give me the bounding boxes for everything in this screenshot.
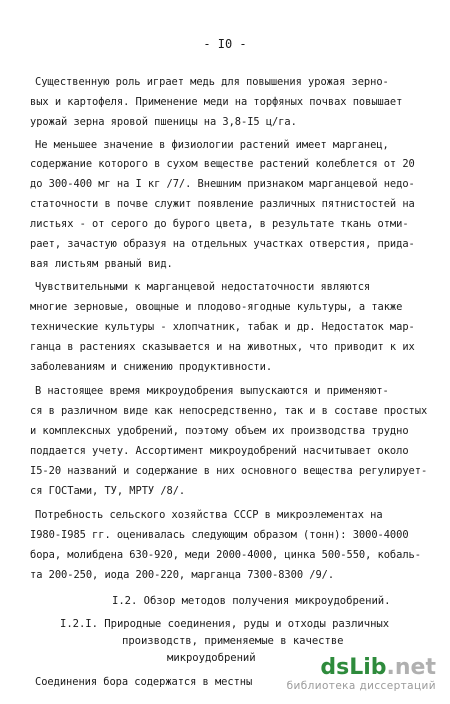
text-line: Потребность сельского хозяйства СССР в микроэлементах на [35,509,383,521]
subsection-heading: производств, применяемые в качестве [122,635,344,647]
page-number: - I0 - [203,37,247,51]
text-line: Соединения бора содержатся в местны [35,676,253,688]
subsection-heading: микроудобрений [167,652,256,664]
text-line: I5-20 названий и содержание в них основного вещества регулирует- [30,465,428,477]
text-line: Чувствительными к марганцевой недостаточности являются [35,281,371,293]
text-line: поддается учету. Ассортимент микроудобрений насчитывает около [30,445,409,457]
text-line: содержание которого в сухом веществе растений колеблется от 20 [30,158,415,170]
watermark-logo: dsLib.net [320,655,436,680]
text-line: ся в различном виде как непосредственно, так и в составе простых [30,405,428,417]
text-line: вых и картофеля. Применение меди на торфяных почвах повышает [30,96,403,108]
text-line: статочности в почве служит появление различных пятнистостей на [30,198,415,210]
subsection-heading: I.2.I. Природные соединения, руды и отходы различных [60,618,390,630]
text-line: Существенную роль играет медь для повышения урожая зерно- [35,76,389,88]
text-line: вая листьям рваный вид. [30,258,173,270]
text-line: технические культуры - хлопчатник, табак и др. Недостаток мар- [30,321,415,333]
text-line: многие зерновые, овощные и плодово-ягодные культуры, а также [30,301,403,313]
text-line: бора, молибдена 630-920, меди 2000-4000, цинка 500-550, кобаль- [30,549,421,561]
text-line: В настоящее время микроудобрения выпускаются и применяют- [35,385,389,397]
watermark-subtitle: библиотека диссертаций [286,680,436,692]
text-line: Не меньшее значение в физиологии растений имеет марганец, [35,139,389,151]
text-line: заболеваниям и снижению продуктивности. [30,361,273,373]
text-line: и комплексных удобрений, поэтому объем их производства трудно [30,425,409,437]
text-line: I980-I985 гг. оценивалась следующим образом (тонн): 3000-4000 [30,529,409,541]
text-line: до 300-400 мг на I кг /7/. Внешним признаком марганцевой недо- [30,178,415,190]
text-line: ся ГОСТами, ТУ, МРТУ /8/. [30,485,186,497]
text-line: листьях - от серого до бурого цвета, в результате ткань отми- [30,218,409,230]
text-line: урожай зерна яровой пшеницы на 3,8-I5 ц/га. [30,116,297,128]
text-line: рает, зачастую образуя на отдельных участках отверстия, прида- [30,238,415,250]
section-heading: I.2. Обзор методов получения микроудобрений. [112,595,391,607]
text-line: ганца в растениях сказывается и на животных, что приводит к их [30,341,415,353]
text-line: та 200-250, иода 200-220, марганца 7300-8300 /9/. [30,569,335,581]
watermark [287,656,436,692]
